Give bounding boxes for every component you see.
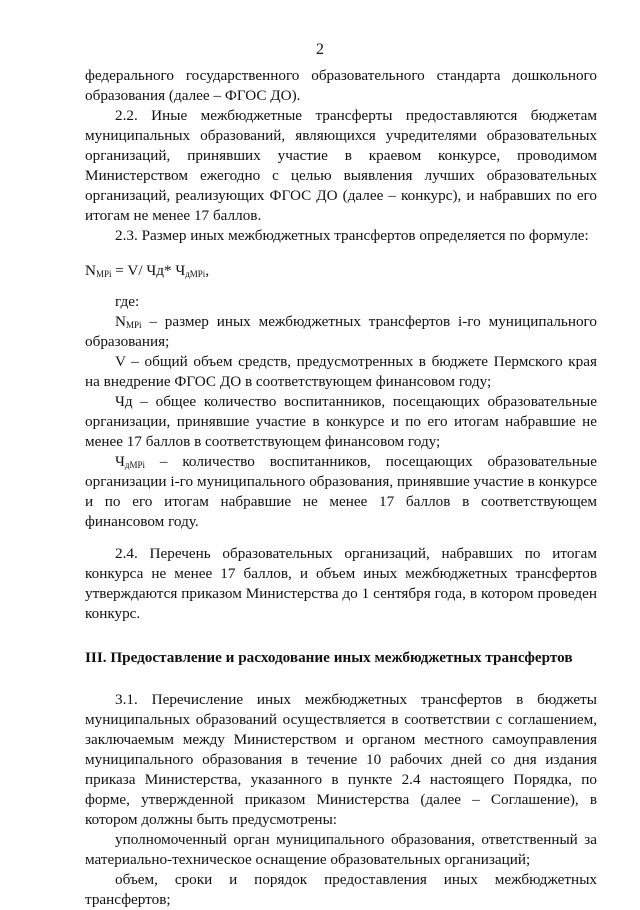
definition-v: V – общий объем средств, предусмотренных в бюджете Пермского края на внедрение ФГОС ДО в соответствующем финансовом году; — [85, 353, 597, 390]
section-3-heading: III. Предоставление и расходование иных межбюджетных трансфертов — [85, 649, 573, 666]
paragraph-3-1: 3.1. Перечисление иных межбюджетных трансфертов в бюджеты муниципальных образований осуществляется в соответствии с соглашением, заключаемым между Министерством и органом местного самоуправления муниципального образования в течение 10 рабочих дней со дня издания приказа Министерства, указанного в пункте 2.4 настоящего Порядка, по форме, утвержденной приказом Министерства (далее – Соглашение), в котором должны быть предусмотрены: — [85, 691, 597, 828]
document-body — [85, 66, 597, 910]
where-label: где: — [115, 293, 140, 310]
definition-chdmpi-subscript: дMPi — [124, 460, 145, 470]
paragraph-2-3: 2.3. Размер иных межбюджетных трансфертов определяется по формуле: — [115, 227, 589, 244]
definition-n-subscript: MPi — [125, 320, 142, 330]
list-item-authorized-body: уполномоченный орган муниципального образования, ответственный за материально-техническое оснащение образовательных организаций; — [85, 831, 597, 868]
formula-middle: = V/ Чд* Ч — [111, 262, 186, 279]
definition-n-text: – размер иных межбюджетных трансфертов i-го муниципального образования; — [85, 313, 597, 350]
definition-n-symbol: N — [115, 313, 126, 330]
page-number: 2 — [316, 41, 324, 58]
paragraph-2-2: 2.2. Иные межбюджетные трансферты предоставляются бюджетам муниципальных образований, являющихся учредителями образовательных организаций, принявших участие в краевом конкурсе, проводимом Министерством ежегодно с целью выявления лучших образовательных организаций, реализующих ФГОС ДО (далее – конкурс), и набравших по его итогам не менее 17 баллов. — [85, 107, 597, 224]
formula-end: , — [205, 262, 210, 279]
list-item-volume-terms: объем, сроки и порядок предоставления иных межбюджетных трансфертов; — [85, 871, 597, 908]
definition-chd: Чд – общее количество воспитанников, посещающих образовательные организации, принявшие участие в конкурсе и по его итогам набравшие не менее 17 баллов в соответствующем финансовом году; — [85, 393, 597, 450]
definition-chdmpi — [85, 452, 597, 532]
definition-n-mpi — [85, 312, 597, 352]
formula-n: N — [85, 262, 96, 279]
paragraph-standard-continuation: федерального государственного образовательного стандарта дошкольного образования (далее – ФГОС ДО). — [85, 67, 597, 104]
formula-ch-subscript: дMPi — [185, 269, 206, 279]
formula — [85, 260, 597, 282]
formula-n-subscript: MPi — [95, 269, 112, 279]
definition-chdmpi-text: – количество воспитанников, посещающих образовательные организации i-го муниципального образования, принявшие участие в конкурсе и по его итогам набравшие не менее 17 баллов в соответствующем финансовом году. — [85, 453, 597, 530]
paragraph-2-4: 2.4. Перечень образовательных организаций, набравших по итогам конкурса не менее 17 баллов, и объем иных межбюджетных трансфертов утверждаются приказом Министерства до 1 сентября года, в котором проведен конкурс. — [85, 545, 597, 622]
definition-chdmpi-symbol: Ч — [115, 453, 125, 470]
